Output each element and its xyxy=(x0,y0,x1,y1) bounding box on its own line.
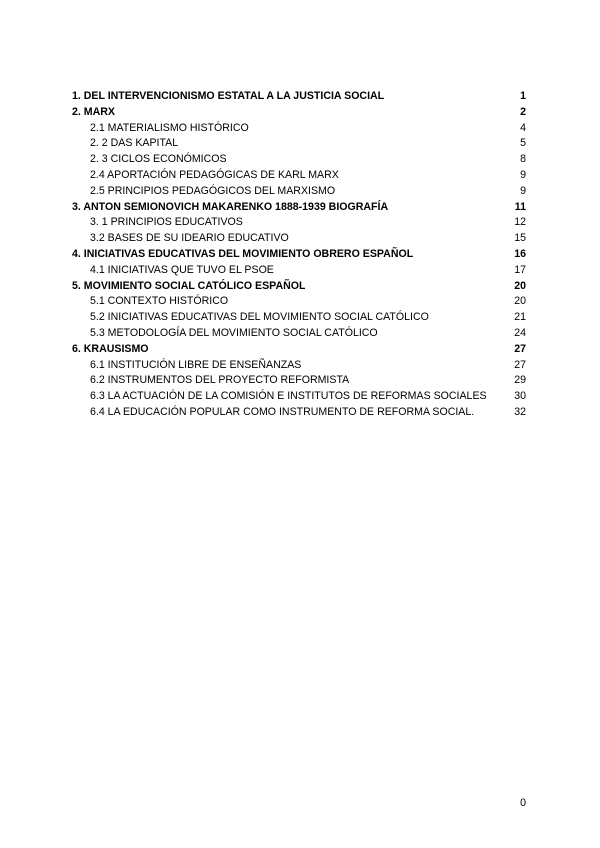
toc-entry-6-1[interactable] xyxy=(72,358,528,374)
toc-entry-6-2[interactable] xyxy=(72,373,528,389)
toc-entry-page: 16 xyxy=(514,247,526,260)
toc-entry-page: 8 xyxy=(520,153,526,166)
toc-entry-title: 4. INICIATIVAS EDUCATIVAS DEL MOVIMIENTO OBRERO ESPAÑOL xyxy=(72,247,414,260)
toc-entry-title: 2. MARX xyxy=(72,105,115,118)
toc-entry-page: 2 xyxy=(520,105,526,118)
toc-entry-page: 21 xyxy=(514,311,526,324)
toc-entry-4-1[interactable] xyxy=(72,263,528,279)
toc-entry-title: 1. DEL INTERVENCIONISMO ESTATAL A LA JUSTICIA SOCIAL xyxy=(72,90,385,102)
toc-entry-title: 6.2 INSTRUMENTOS DEL PROYECTO REFORMISTA xyxy=(90,374,350,387)
toc-entry-title: 6. KRAUSISMO xyxy=(72,342,149,355)
toc-entry-5-1[interactable] xyxy=(72,294,528,310)
toc-entry-4[interactable] xyxy=(72,247,528,263)
toc-entry-title: 3. 1 PRINCIPIOS EDUCATIVOS xyxy=(90,216,243,229)
toc-entry-title: 5.2 INICIATIVAS EDUCATIVAS DEL MOVIMIENTO SOCIAL CATÓLICO xyxy=(90,311,429,324)
toc-entry-3-1[interactable] xyxy=(72,215,528,231)
toc-entry-title: 2.5 PRINCIPIOS PEDAGÓGICOS DEL MARXISMO xyxy=(90,184,336,197)
toc-entry-page: 17 xyxy=(514,263,526,276)
toc-entry-page: 9 xyxy=(520,184,526,197)
toc-entry-5-3[interactable] xyxy=(72,326,528,342)
toc-entry-title: 3. ANTON SEMIONOVICH MAKARENKO 1888-1939 BIOGRAFÍA xyxy=(72,200,389,213)
toc-entry-title: 2. 3 CICLOS ECONÓMICOS xyxy=(90,153,227,166)
toc-entry-page: 29 xyxy=(514,374,526,387)
toc-entry-page: 20 xyxy=(514,295,526,308)
toc-entry-page: 15 xyxy=(514,232,526,245)
toc-entry-2-4[interactable] xyxy=(72,168,528,184)
toc-entry-6-4[interactable] xyxy=(72,405,528,421)
toc-entry-title: 4.1 INICIATIVAS QUE TUVO EL PSOE xyxy=(90,263,274,276)
toc-entry-page: 4 xyxy=(520,121,526,134)
toc-entry-page: 11 xyxy=(514,200,526,213)
toc-entry-page: 27 xyxy=(514,342,526,355)
toc-entry-3-2[interactable] xyxy=(72,231,528,247)
toc-entry-2-3[interactable] xyxy=(72,152,528,168)
toc-entry-title: 5.1 CONTEXTO HISTÓRICO xyxy=(90,295,229,308)
toc-entry-page: 9 xyxy=(520,168,526,181)
page-number: 0 xyxy=(520,797,526,809)
toc-entry-1[interactable] xyxy=(72,89,528,105)
toc-entry-page: 32 xyxy=(514,405,526,418)
toc-entry-2-5[interactable] xyxy=(72,184,528,200)
toc-entry-page: 27 xyxy=(514,358,526,371)
toc-entry-2-1[interactable] xyxy=(72,121,528,137)
toc-entry-5-2[interactable] xyxy=(72,310,528,326)
toc-entry-page: 1 xyxy=(520,90,526,102)
toc-entry-2-2[interactable] xyxy=(72,136,528,152)
toc-entry-title: 3.2 BASES DE SU IDEARIO EDUCATIVO xyxy=(90,232,289,245)
toc-entry-page: 5 xyxy=(520,137,526,150)
toc-entry-3[interactable] xyxy=(72,200,528,216)
toc-entry-title: 6.4 LA EDUCACIÓN POPULAR COMO INSTRUMENTO DE REFORMA SOCIAL. xyxy=(90,405,475,418)
toc-entry-title: 2.1 MATERIALISMO HISTÓRICO xyxy=(90,121,249,134)
toc-entry-page: 20 xyxy=(514,279,526,292)
toc-entry-6[interactable] xyxy=(72,342,528,358)
toc-entry-title: 6.3 LA ACTUACIÓN DE LA COMISIÓN E INSTITUTOS DE REFORMAS SOCIALES xyxy=(90,390,487,403)
toc-entry-page: 30 xyxy=(514,390,526,403)
toc-entry-page: 12 xyxy=(514,216,526,229)
toc-entry-page: 24 xyxy=(514,326,526,339)
toc-entry-title: 5. MOVIMIENTO SOCIAL CATÓLICO ESPAÑOL xyxy=(72,279,306,292)
toc-entry-6-3[interactable] xyxy=(72,389,528,405)
toc-entry-title: 5.3 METODOLOGÍA DEL MOVIMIENTO SOCIAL CATÓLICO xyxy=(90,326,378,339)
toc-entry-title: 2. 2 DAS KAPITAL xyxy=(90,137,179,150)
toc-entry-title: 2.4 APORTACIÓN PEDAGÓGICAS DE KARL MARX xyxy=(90,168,339,181)
table-of-contents xyxy=(72,89,528,421)
toc-entry-title: 6.1 INSTITUCIÓN LIBRE DE ENSEÑANZAS xyxy=(90,358,302,371)
toc-entry-5[interactable] xyxy=(72,279,528,295)
toc-entry-2[interactable] xyxy=(72,105,528,121)
